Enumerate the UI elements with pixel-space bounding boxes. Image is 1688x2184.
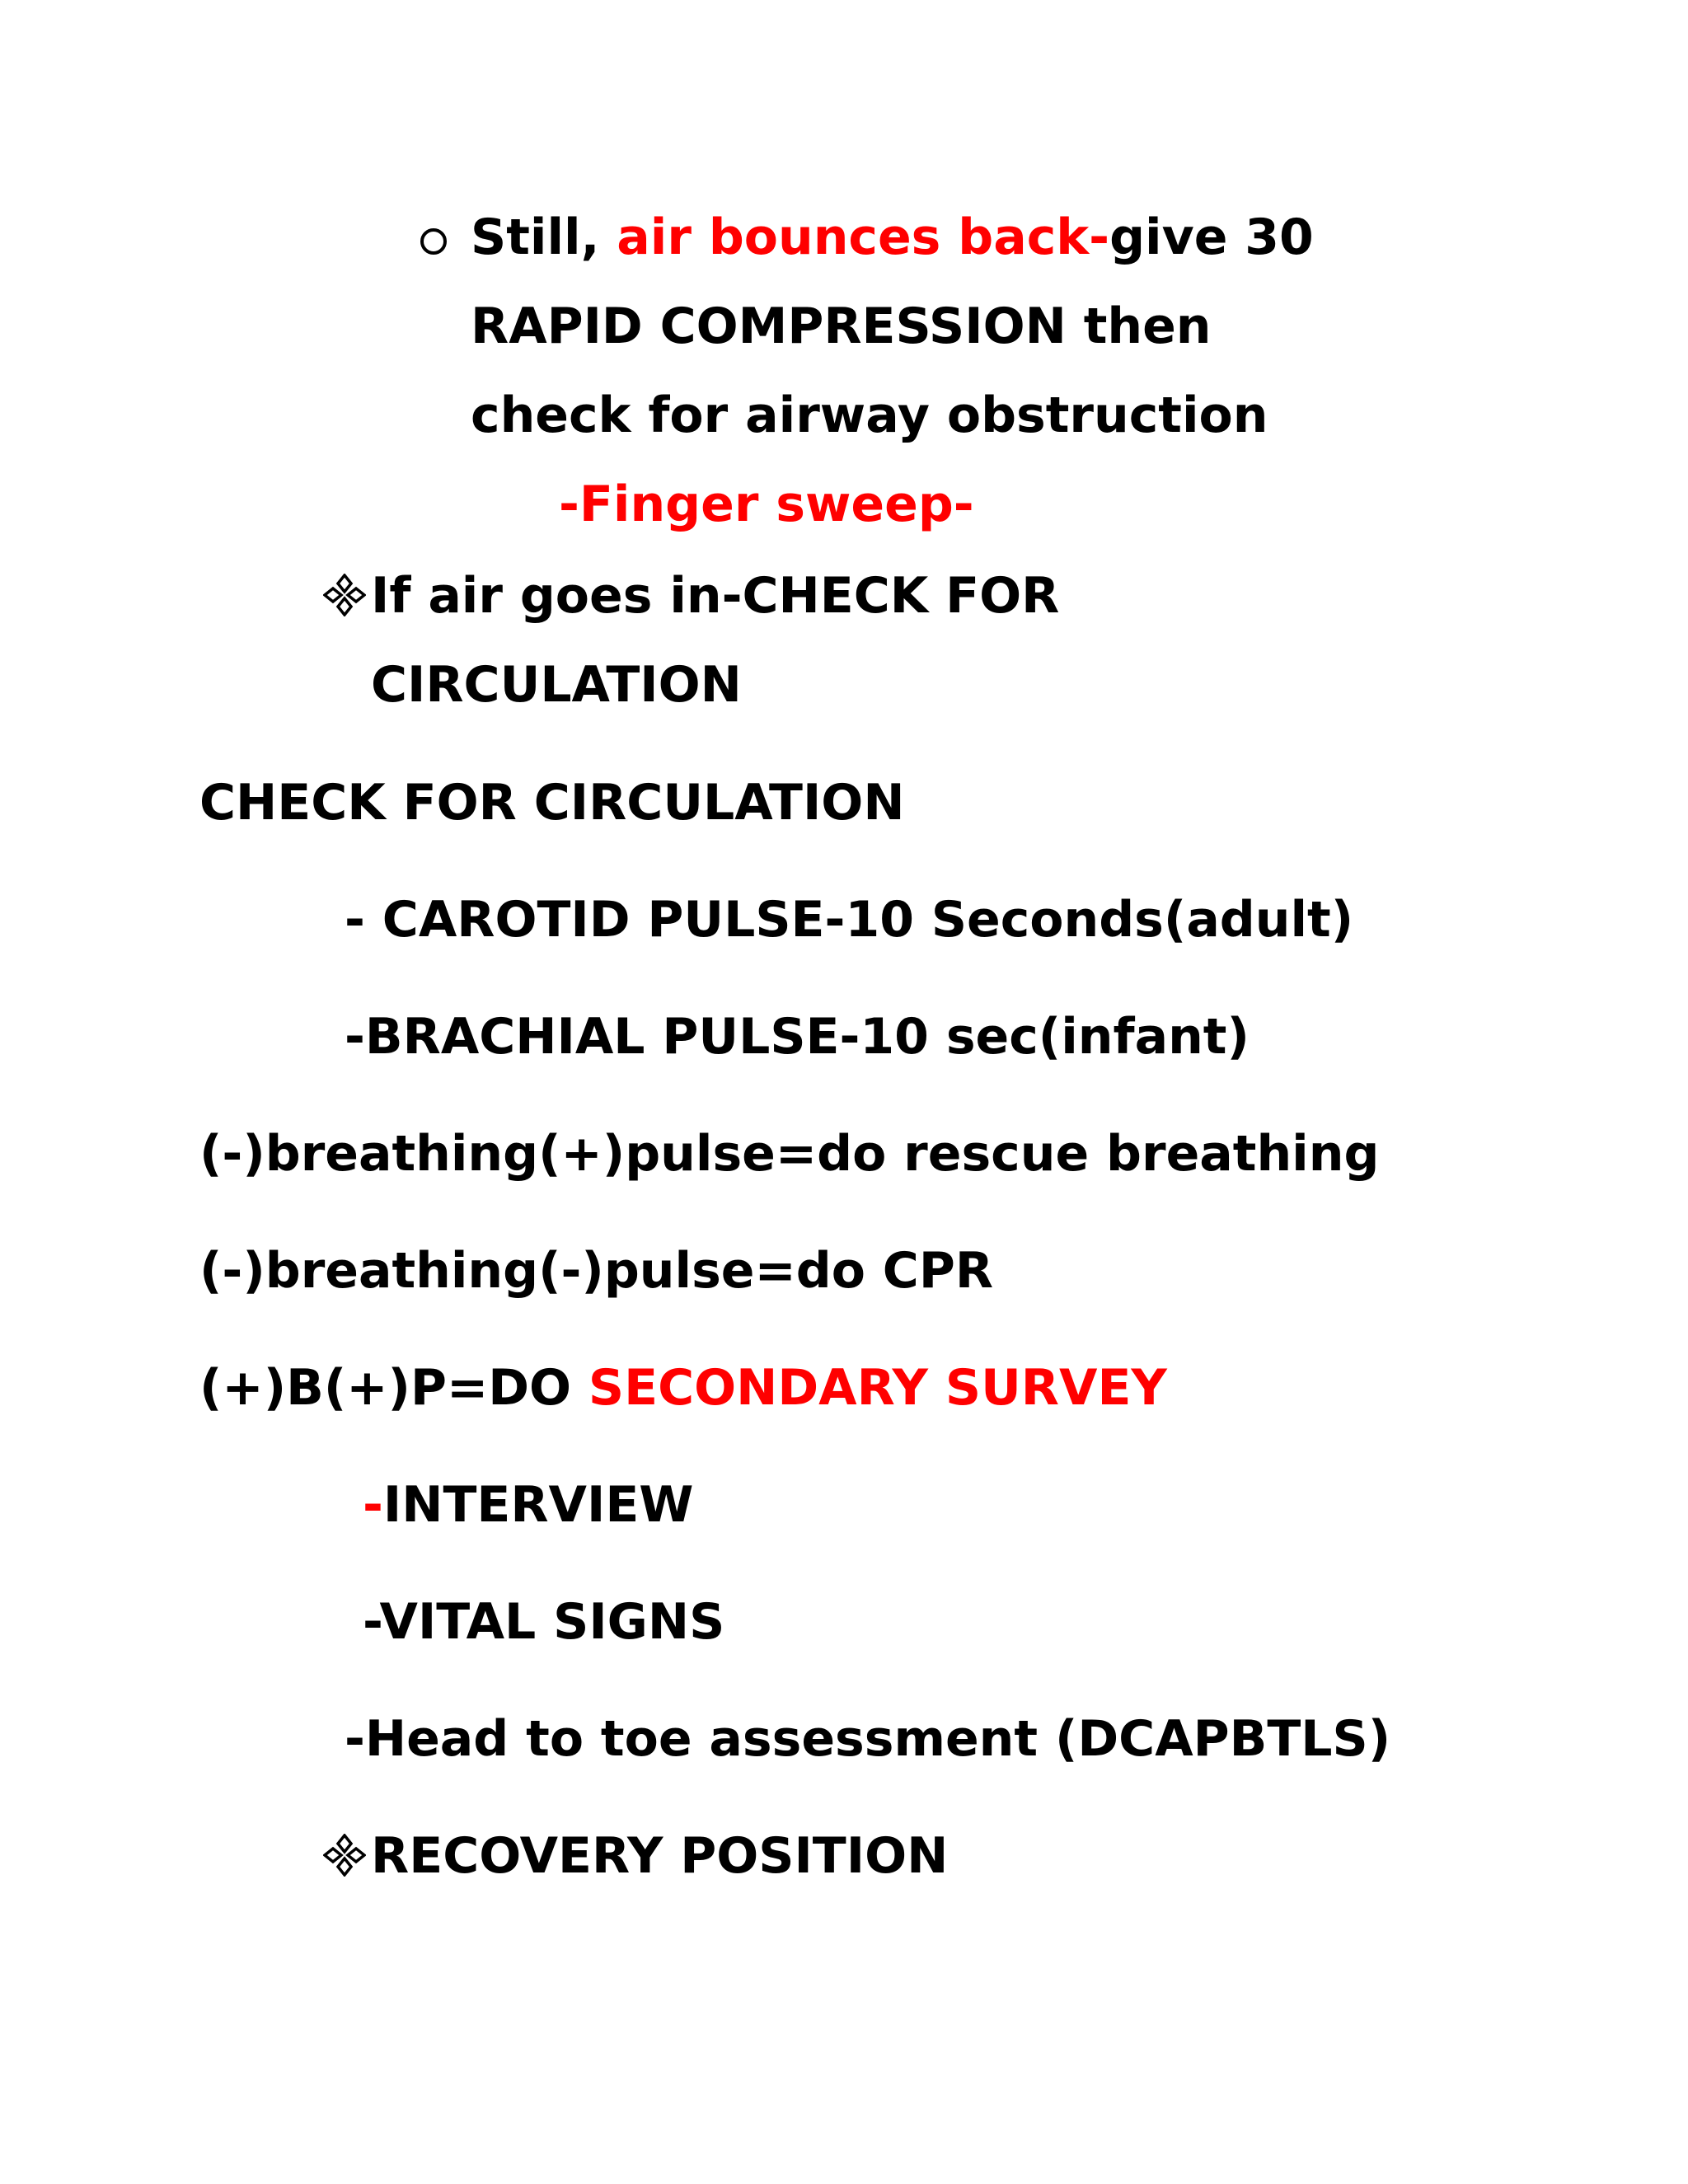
secondary-survey-text: SECONDARY SURVEY (588, 1359, 1167, 1417)
interview-text: INTERVIEW (382, 1476, 694, 1534)
recovery-position-line: RECOVERY POSITION (371, 1827, 949, 1885)
finger-sweep-line: -Finger sweep- (559, 476, 974, 533)
if-air-goes-in-line: If air goes in-CHECK FOR (371, 567, 1060, 625)
bp-do-text: (+)B(+)P=DO (199, 1359, 588, 1417)
still-air-bounces-line (471, 209, 1314, 266)
cpr-rule: (-)breathing(-)pulse=do CPR (199, 1242, 994, 1300)
rescue-breathing-rule: (-)breathing(+)pulse=do rescue breathing (199, 1125, 1380, 1183)
interview-item (363, 1476, 694, 1534)
air-bounces-back-text: air bounces back- (617, 209, 1110, 266)
check-airway-line: check for airway obstruction (471, 387, 1268, 444)
circulation-heading: CHECK FOR CIRCULATION (199, 774, 905, 832)
vital-signs-item: -VITAL SIGNS (363, 1593, 725, 1651)
four-diamond-icon (323, 574, 366, 625)
secondary-survey-rule (199, 1359, 1167, 1417)
four-diamond-icon (323, 1834, 366, 1885)
head-to-toe-item: -Head to toe assessment (DCAPBTLS) (345, 1710, 1391, 1768)
brachial-pulse-item: -BRACHIAL PULSE-10 sec(infant) (345, 1008, 1250, 1066)
interview-dash: - (363, 1476, 383, 1534)
still-text: Still, (471, 209, 617, 266)
hollow-circle-icon (419, 221, 448, 264)
rapid-compression-line: RAPID COMPRESSION then (471, 298, 1212, 355)
circulation-line: CIRCULATION (371, 656, 742, 714)
carotid-pulse-item: - CAROTID PULSE-10 Seconds(adult) (345, 891, 1354, 949)
give-30-text: give 30 (1109, 209, 1314, 266)
